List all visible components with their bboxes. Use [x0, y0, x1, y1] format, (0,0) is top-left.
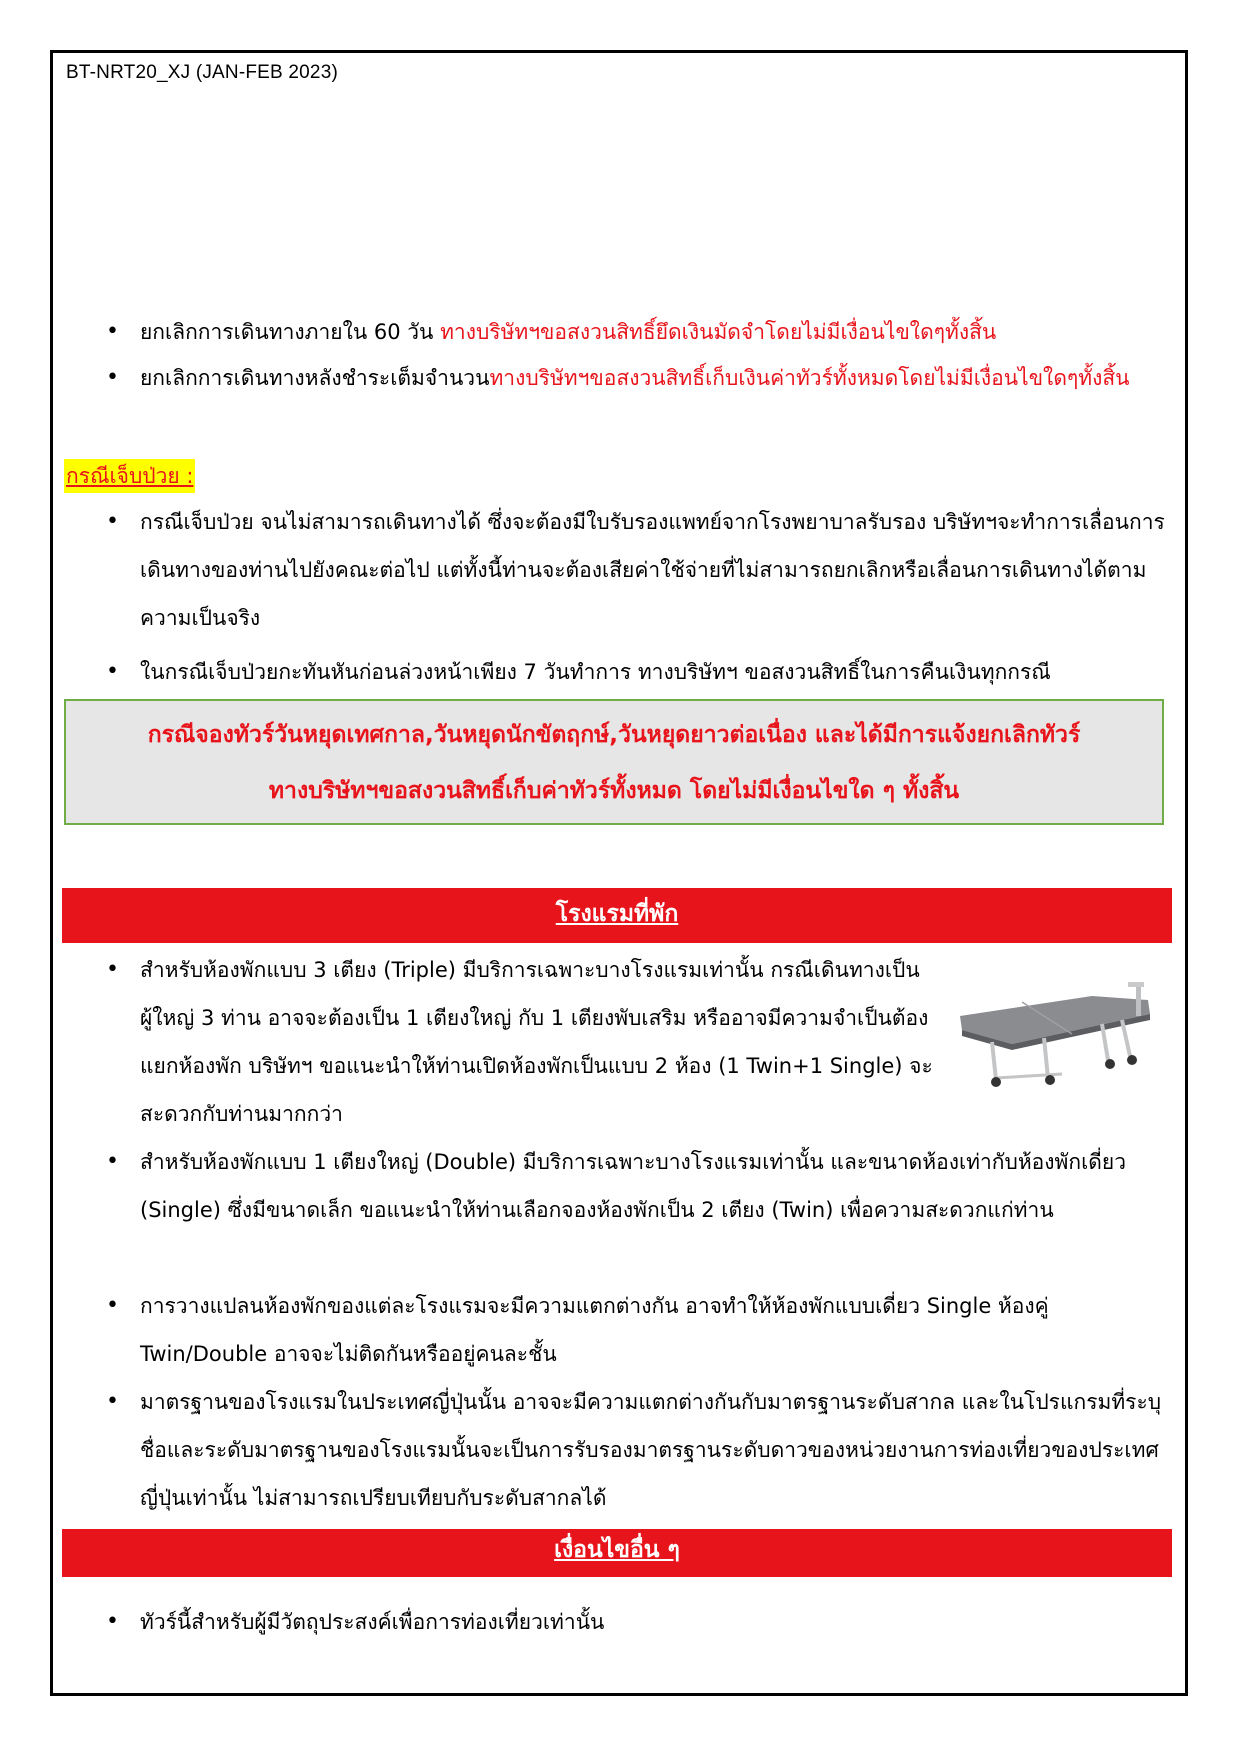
notice-line: ทางบริษัทฯขอสงวนสิทธิ์เก็บค่าทัวร์ทั้งหมด โดยไม่มีเงื่อนไขใด ๆ ทั้งสิ้น	[268, 778, 960, 804]
list-item: • ยกเลิกการเดินทางภายใน 60 วัน ทางบริษัทฯขอสงวนสิทธิ์ยึดเงินมัดจำโดยไม่มีเงื่อนไขใดๆทั้งสิ้น	[140, 308, 1175, 356]
other-conditions-heading: เงื่อนไขอื่น ๆ	[62, 1529, 1172, 1577]
hotel-section-heading: โรงแรมที่พัก	[62, 888, 1172, 943]
document-code: BT-NRT20_XJ (JAN-FEB 2023)	[66, 62, 338, 83]
list-item: • ทัวร์นี้สำหรับผู้มีวัตถุประสงค์เพื่อการท่องเที่ยวเท่านั้น	[140, 1598, 1175, 1646]
folding-bed-image	[952, 978, 1164, 1090]
list-item: • สำหรับห้องพักแบบ 3 เตียง (Triple) มีบริการเฉพาะบางโรงแรมเท่านั้น กรณีเดินทางเป็นผู้ใหญ่ 3 ท่าน อาจจะต้องเป็น 1 เตียงใหญ่ กับ 1 เตียงพับเสริม หรืออาจมีความจำเป็นต้องแยกห้องพัก บริษัทฯ ขอแนะนำให้ท่านเปิดห้องพักเป็นแบบ 2 ห้อง (1 Twin+1 Single) จะสะดวกกับท่านมากกว่า	[140, 946, 940, 1138]
list-item: • การวางแปลนห้องพักของแต่ละโรงแรมจะมีความแตกต่างกัน อาจทำให้ห้องพักแบบเดี่ยว Single ห้องคู่ Twin/Double อาจจะไม่ติดกันหรืออยู่คนละชั้น	[140, 1282, 1175, 1378]
notice-line: กรณีจองทัวร์วันหยุดเทศกาล,วันหยุดนักขัตฤกษ์,วันหยุดยาวต่อเนื่อง และได้มีการแจ้งยกเลิกทัวร์	[147, 722, 1081, 748]
illness-heading: กรณีเจ็บป่วย :	[64, 459, 195, 493]
list-item: • มาตรฐานของโรงแรมในประเทศญี่ปุ่นนั้น อาจจะมีความแตกต่างกันกับมาตรฐานระดับสากล และในโปรแกรมที่ระบุชื่อและระดับมาตรฐานของโรงแรมนั้นจะเป็นการรับรองมาตรฐานระดับดาวของหน่วยงานการท่องเที่ยวของประเทศญี่ปุ่นเท่านั้น ไม่สามารถเปรียบเทียบกับระดับสากลได้	[140, 1378, 1175, 1522]
list-item: • ในกรณีเจ็บป่วยกะทันหันก่อนล่วงหน้าเพียง 7 วันทำการ ทางบริษัทฯ ขอสงวนสิทธิ์ในการคืนเงินทุกกรณี	[140, 648, 1175, 696]
holiday-cancellation-notice	[64, 699, 1164, 825]
list-item: • ยกเลิกการเดินทางหลังชำระเต็มจำนวนทางบริษัทฯขอสงวนสิทธิ์เก็บเงินค่าทัวร์ทั้งหมดโดยไม่มีเงื่อนไขใดๆทั้งสิ้น	[140, 354, 1175, 402]
list-item: • กรณีเจ็บป่วย จนไม่สามารถเดินทางได้ ซึ่งจะต้องมีใบรับรองแพทย์จากโรงพยาบาลรับรอง บริษัทฯจะทำการเลื่อนการเดินทางของท่านไปยังคณะต่อไป แต่ทั้งนี้ท่านจะต้องเสียค่าใช้จ่ายที่ไม่สามารถยกเลิกหรือเลื่อนการเดินทางได้ตามความเป็นจริง	[140, 498, 1175, 642]
list-item: • สำหรับห้องพักแบบ 1 เตียงใหญ่ (Double) มีบริการเฉพาะบางโรงแรมเท่านั้น และขนาดห้องเท่ากับห้องพักเดี่ยว (Single) ซึ่งมีขนาดเล็ก ขอแนะนำให้ท่านเลือกจองห้องพักเป็น 2 เตียง (Twin) เพื่อความสะดวกแก่ท่าน	[140, 1138, 1175, 1234]
